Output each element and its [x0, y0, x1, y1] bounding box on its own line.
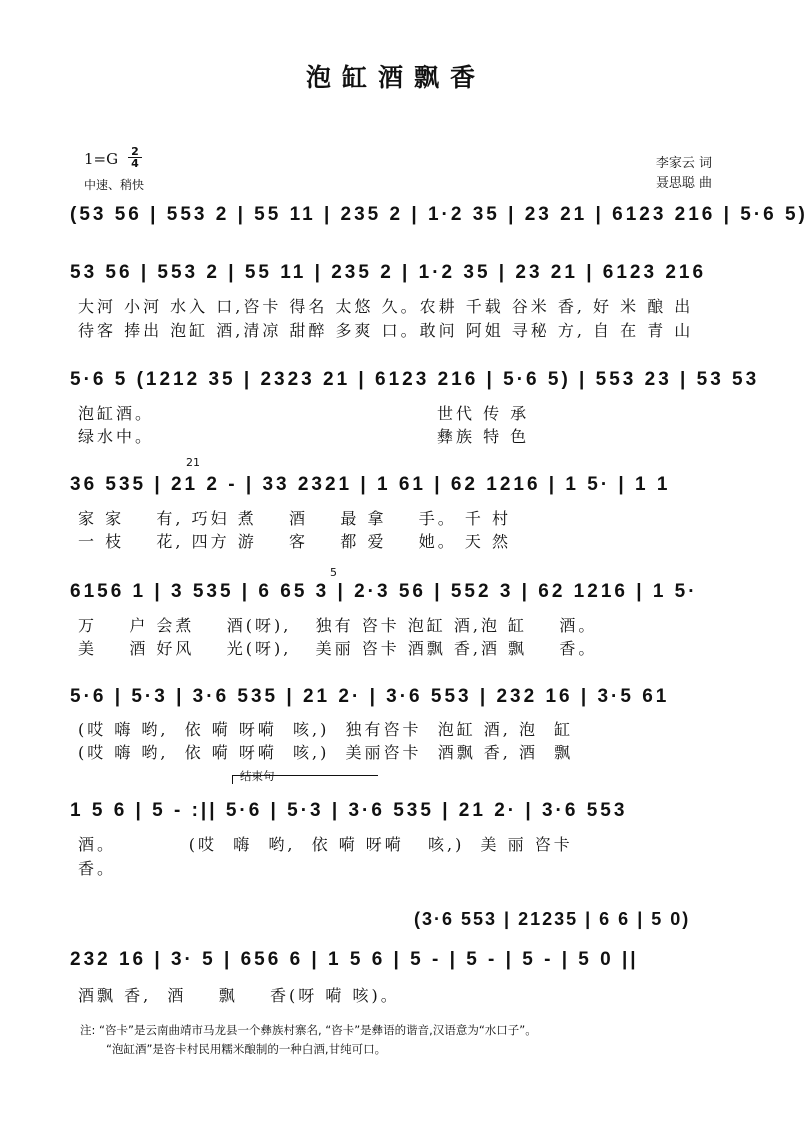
score-row-2-lyric-verse-2: 待客 捧出 泡缸 酒,清凉 甜醉 多爽 口。敢问 阿姐 寻秘 方, 自 在 青 山	[78, 321, 694, 340]
score-row-4-lyric-verse-2: 一 枝 花, 四方 游 客 都 爱 她。 天 然	[78, 532, 511, 551]
score-row-7-lyric-verse-2: 香。	[78, 859, 117, 878]
meter-denominator: 4	[131, 157, 139, 170]
composer-credit: 聂思聪 曲	[655, 176, 712, 191]
score-row-8-upper-notes: (3·6 553 | 21235 | 6 6 | 5 0)	[414, 909, 691, 929]
score-row-6-lyric-verse-2: (哎 嗨 哟, 依 嗬 呀嗬 咳,) 美丽咨卡 酒飘 香, 酒 飘	[78, 743, 574, 762]
score-row-2-lyric-verse-1: 大河 小河 水入 口,咨卡 得名 太悠 久。农耕 千载 谷米 香, 好 米 酿 出	[78, 297, 694, 316]
key-signature: 1=G	[84, 150, 119, 168]
grace-note-label-2: 5	[330, 566, 337, 579]
score-row-8-lyric: 酒飘 香, 酒 飘 香(呀 嗬 咳)。	[78, 986, 400, 1005]
score-row-5-lyric-verse-2: 美 酒 好风 光(呀), 美丽 咨卡 酒飘 香,酒 飘 香。	[78, 639, 598, 658]
ending-label: 结束句	[240, 769, 275, 783]
footnote-2: “泡缸酒”是咨卡村民用糯米酿制的一种白酒,甘纯可口。	[106, 1042, 387, 1056]
score-row-5-notes: 6156 1 | 3 535 | 6 65 3 | 2·3 56 | 552 3 | 62 1216 | 1 5·	[70, 581, 698, 602]
score-row-8-notes: 232 16 | 3· 5 | 656 6 | 1 5 6 | 5 - | 5 - | 5 - | 5 0 ||	[70, 949, 639, 970]
score-row-4-notes: 36 535 | 21 2 - | 33 2321 | 1 61 | 62 1216 | 1 5· | 1 1	[70, 474, 671, 495]
time-signature	[128, 146, 142, 169]
score-row-5-lyric-verse-1: 万 户 会煮 酒(呀), 独有 咨卡 泡缸 酒,泡 缸 酒。	[78, 616, 598, 635]
score-row-3-lyric-verse-1: 泡缸酒。 世代 传 承	[78, 404, 530, 423]
lyricist-credit: 李家云 词	[655, 156, 712, 171]
song-title: 泡缸酒飘香	[305, 63, 486, 92]
score-row-6-lyric-verse-1: (哎 嗨 哟, 依 嗬 呀嗬 咳,) 独有咨卡 泡缸 酒, 泡 缸	[78, 720, 574, 739]
score-row-1-notes: (53 56 | 553 2 | 55 11 | 235 2 | 1·2 35 | 23 21 | 6123 216 | 5·6 5)	[70, 204, 808, 225]
tempo-marking: 中速、稍快	[84, 178, 145, 192]
meter-numerator: 2	[128, 146, 142, 158]
score-row-4-lyric-verse-1: 家 家 有, 巧妇 煮 酒 最 拿 手。 千 村	[78, 509, 511, 528]
score-row-7-lyric-verse-1: 酒。 (哎 嗨 哟, 依 嗬 呀嗬 咳,) 美 丽 咨卡	[78, 835, 573, 854]
score-row-3-lyric-verse-2: 绿水中。 彝族 特 色	[78, 427, 530, 446]
score-row-3-notes: 5·6 5 (1212 35 | 2323 21 | 6123 216 | 5·6 5) | 553 23 | 53 53	[70, 369, 760, 390]
score-row-2-notes: 53 56 | 553 2 | 55 11 | 235 2 | 1·2 35 | 23 21 | 6123 216	[70, 262, 707, 283]
footnote-1: 注: “咨卡”是云南曲靖市马龙县一个彝族村寨名, “咨卡”是彝语的谐音,汉语意为“水口子”。	[80, 1023, 537, 1037]
score-row-6-notes: 5·6 | 5·3 | 3·6 535 | 21 2· | 3·6 553 | 232 16 | 3·5 61	[70, 686, 670, 707]
grace-note-label-1: 21	[186, 456, 200, 469]
score-row-7-notes: 1 5 6 | 5 - :|| 5·6 | 5·3 | 3·6 535 | 21 2· | 3·6 553	[70, 800, 628, 821]
